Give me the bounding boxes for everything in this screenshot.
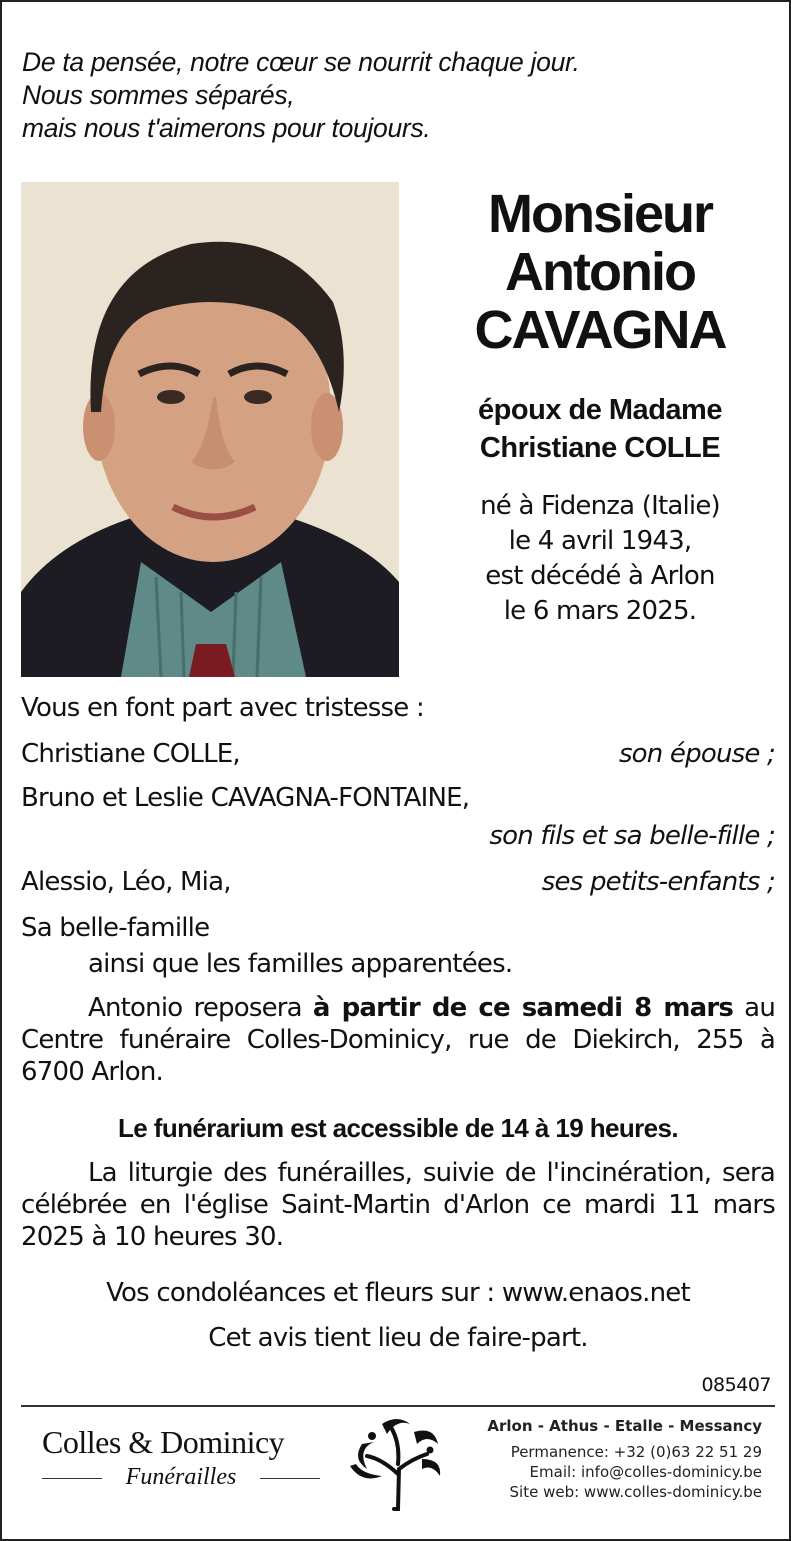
death-date: le 6 mars 2025.: [503, 596, 697, 626]
birth-date: le 4 avril 1943,: [508, 526, 692, 556]
visitation-text: [21, 992, 775, 1088]
funeral-home-name: Colles & Dominicy: [42, 1424, 285, 1460]
notice-text: Cet avis tient lieu de faire-part.: [208, 1323, 588, 1353]
family-member-row: [21, 866, 775, 898]
reference-number: 085407: [701, 1374, 771, 1396]
funeral-home-subtitle-block: [42, 1462, 320, 1492]
deceased-first-name: Antonio: [505, 242, 695, 302]
footer-divider: [21, 1405, 775, 1407]
subtitle-rule-left: [42, 1478, 102, 1479]
visitation-location: au Centre funéraire Colles-Dominicy, rue de Diekirch, 255 à 6700 Arlon.: [21, 993, 775, 1087]
funeral-details: La liturgie des funérailles, suivie de l'incinération, sera célébrée en l'église Saint-Martin d'Arlon ce mardi 11 mars 2025 à 10 heures 30.: [21, 1158, 775, 1252]
funeral-home-subtitle: Funérailles: [125, 1464, 237, 1490]
poem-line-3: mais nous t'aimerons pour toujours.: [22, 113, 431, 143]
phone-number: Permanence: +32 (0)63 22 51 29: [510, 1443, 762, 1461]
family-member-relation: son épouse ;: [618, 739, 775, 769]
tree-icon: [342, 1414, 452, 1514]
poem-line-2: Nous sommes séparés,: [22, 80, 295, 110]
visitation-lead: Antonio reposera: [88, 993, 313, 1023]
death-place: est décédé à Arlon: [485, 561, 715, 591]
family-intro: Vous en font part avec tristesse :: [21, 693, 424, 723]
spouse-line-2: Christiane COLLE: [479, 432, 721, 464]
related-families: ainsi que les familles apparentées.: [88, 949, 513, 979]
family-member-name: Alessio, Léo, Mia,: [21, 867, 231, 897]
family-member-name: Bruno et Leslie CAVAGNA-FONTAINE,: [21, 783, 470, 813]
spouse-line-1: époux de Madame: [478, 394, 722, 426]
poem: [22, 46, 772, 145]
subtitle-rule-right: [260, 1478, 320, 1479]
spouse-info: [422, 391, 778, 467]
in-law-family: Sa belle-famille: [21, 913, 210, 943]
deceased-info: [422, 185, 778, 629]
family-member-relation: son fils et sa belle-fille ;: [489, 821, 775, 851]
branch-towns: Arlon - Athus - Etalle - Messancy: [487, 1417, 762, 1435]
portrait-photo: [21, 182, 399, 677]
poem-line-1: De ta pensée, notre cœur se nourrit chaque jour.: [22, 47, 580, 77]
visitation-date: à partir de ce samedi 8 mars: [312, 993, 734, 1023]
portrait-illustration: [21, 182, 399, 677]
funeral-home-contact: [460, 1416, 762, 1502]
email-address: Email: info@colles-dominicy.be: [529, 1463, 762, 1481]
family-member-name: Christiane COLLE,: [21, 739, 240, 769]
deceased-title: Monsieur: [487, 184, 713, 244]
family-member-relation: ses petits-enfants ;: [541, 867, 775, 897]
family-member-row: [21, 738, 775, 770]
birth-place: né à Fidenza (Italie): [480, 491, 720, 521]
condolences-text: Vos condoléances et fleurs sur : www.enaos.net: [106, 1278, 690, 1308]
birth-death-info: [422, 489, 778, 629]
deceased-last-name: CAVAGNA: [474, 300, 726, 360]
website-address: Site web: www.colles-dominicy.be: [509, 1483, 762, 1501]
funerarium-hours: Le funérarium est accessible de 14 à 19 heures.: [118, 1113, 678, 1143]
